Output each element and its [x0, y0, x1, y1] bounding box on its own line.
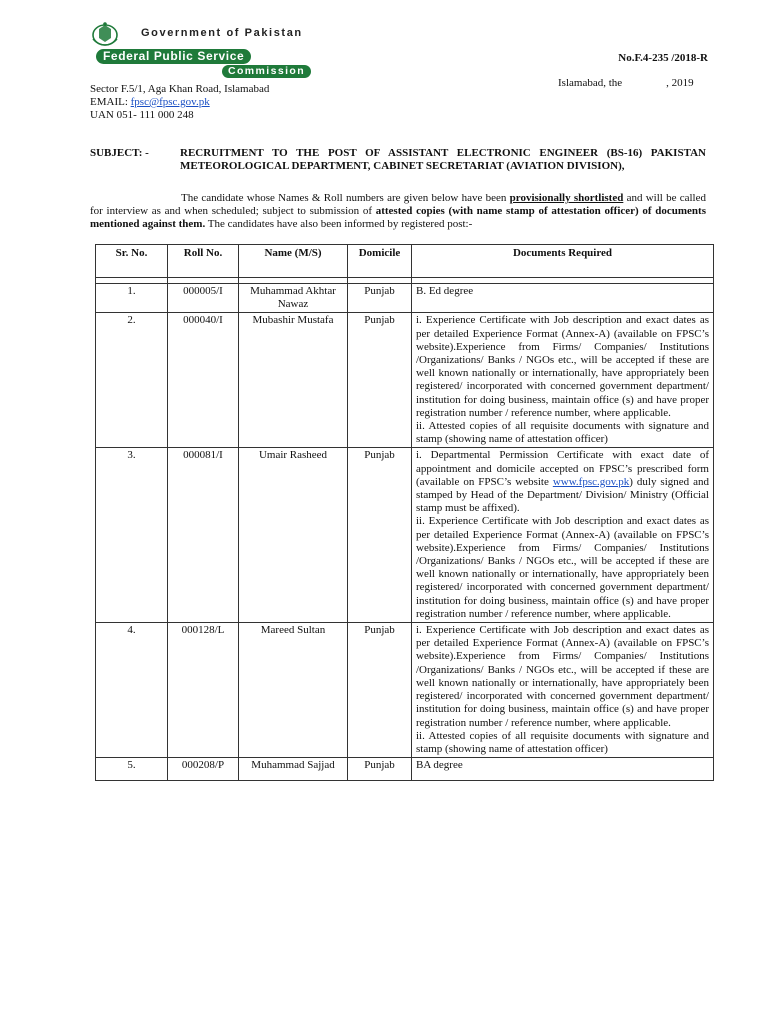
email-line: EMAIL: fpsc@fpsc.gov.pk — [90, 96, 210, 108]
cell-sr: 2. — [96, 313, 168, 448]
cell-domicile: Punjab — [348, 758, 412, 781]
table-row — [96, 758, 714, 781]
candidates-table — [95, 244, 714, 781]
header-documents: Documents Required — [412, 245, 714, 278]
cell-name: Umair Rasheed — [239, 448, 348, 623]
date-line: Islamabad, the , 2019 — [558, 77, 694, 89]
header-domicile: Domicile — [348, 245, 412, 278]
table-row — [96, 313, 714, 448]
table-row — [96, 623, 714, 758]
fpsc-website-link[interactable]: www.fpsc.gov.pk — [552, 475, 630, 488]
cell-roll: 000208/P — [168, 758, 239, 781]
cell-domicile: Punjab — [348, 448, 412, 623]
cell-domicile: Punjab — [348, 284, 412, 313]
cell-roll: 000005/I — [168, 284, 239, 313]
email-link[interactable]: fpsc@fpsc.gov.pk — [130, 96, 210, 108]
table-row — [96, 448, 714, 623]
cell-sr: 4. — [96, 623, 168, 758]
cell-name: Mareed Sultan — [239, 623, 348, 758]
table-row — [96, 284, 714, 313]
cell-sr: 3. — [96, 448, 168, 623]
cell-sr: 5. — [96, 758, 168, 781]
commission-logo-text: Commission — [222, 65, 311, 78]
cell-roll: 000081/I — [168, 448, 239, 623]
cell-roll: 000128/L — [168, 623, 239, 758]
subject-label: SUBJECT: - — [90, 147, 149, 159]
reference-number: No.F.4-235 /2018-R — [618, 52, 708, 64]
cell-name: Muhammad Sajjad — [239, 758, 348, 781]
cell-sr: 1. — [96, 284, 168, 313]
table-header-row — [96, 245, 714, 278]
header-name: Name (M/S) — [239, 245, 348, 278]
cell-documents: i. Experience Certificate with Job description and exact dates as per detailed Experience Format (Annex-A) (available on FPSC’s website).Experience from Firms/ Companies/ Institutions /Organizations/ Banks / NGOs etc., will be accepted if these are well known nationally or internationally, have appropriately been registered/ incorporated with concerned government department/ institution for doing business, maintain office (s) and have proper registration number / reference number, where applicable. ii. Attested copies of all requisite documents with signature and stamp (showing name of attestation officer) — [412, 623, 714, 758]
cell-documents: BA degree — [412, 758, 714, 781]
subject-text: RECRUITMENT TO THE POST OF ASSISTANT ELECTRONIC ENGINEER (BS-16) PAKISTAN METEOROLOGICAL DEPARTMENT, CABINET SECRETARIAT (AVIATION DIVISION), — [180, 147, 706, 172]
uan-line: UAN 051- 111 000 248 — [90, 109, 194, 121]
cell-roll: 000040/I — [168, 313, 239, 448]
intro-paragraph: The candidate whose Names & Roll numbers are given below have been provisionally shortlisted and will be called for interview as and when scheduled; subject to submission of attested copies (with name stamp of attestation officer) of documents mentioned against them. The candidates have also been informed by registered post:- — [90, 192, 706, 230]
address-line: Sector F.5/1, Aga Khan Road, Islamabad — [90, 83, 270, 95]
cell-domicile: Punjab — [348, 623, 412, 758]
government-title: Government of Pakistan — [141, 27, 303, 39]
header-roll-no: Roll No. — [168, 245, 239, 278]
fpsc-logo-text: Federal Public Service — [96, 49, 251, 64]
cell-name: Mubashir Mustafa — [239, 313, 348, 448]
cell-name: Muhammad Akhtar Nawaz — [239, 284, 348, 313]
cell-domicile: Punjab — [348, 313, 412, 448]
cell-documents: i. Experience Certificate with Job description and exact dates as per detailed Experience Format (Annex-A) (available on FPSC’s website).Experience from Firms/ Companies/ Institutions /Organizations/ Banks / NGOs etc., will be accepted if these are well known nationally or internationally, have appropriately been registered/ incorporated with concerned government department/ institution for doing business, maintain office (s) and have proper registration number / reference number, where applicable. ii. Attested copies of all requisite documents with signature and stamp (showing name of attestation officer) — [412, 313, 714, 448]
cell-documents: i. Departmental Permission Certificate with exact date of appointment and domicile accepted on FPSC’s prescribed form (available on FPSC’s website www.fpsc.gov.pk) duly signed and stamped by Head of the Department/ Division/ Ministry (Official stamp must be affixed). ii. Experience Certificate with Job description and exact dates as per detailed Experience Format (Annex-A) (available on FPSC’s website).Experience from Firms/ Companies/ Institutions /Organizations/ Banks / NGOs etc., will be accepted if these are well known nationally or internationally, have appropriately been registered/ incorporated with concerned government department/ institution for doing business, maintain office (s) and have proper registration number / reference number, where applicable. — [412, 448, 714, 623]
government-crest-icon — [90, 21, 120, 47]
header-sr-no: Sr. No. — [96, 245, 168, 278]
cell-documents: B. Ed degree — [412, 284, 714, 313]
